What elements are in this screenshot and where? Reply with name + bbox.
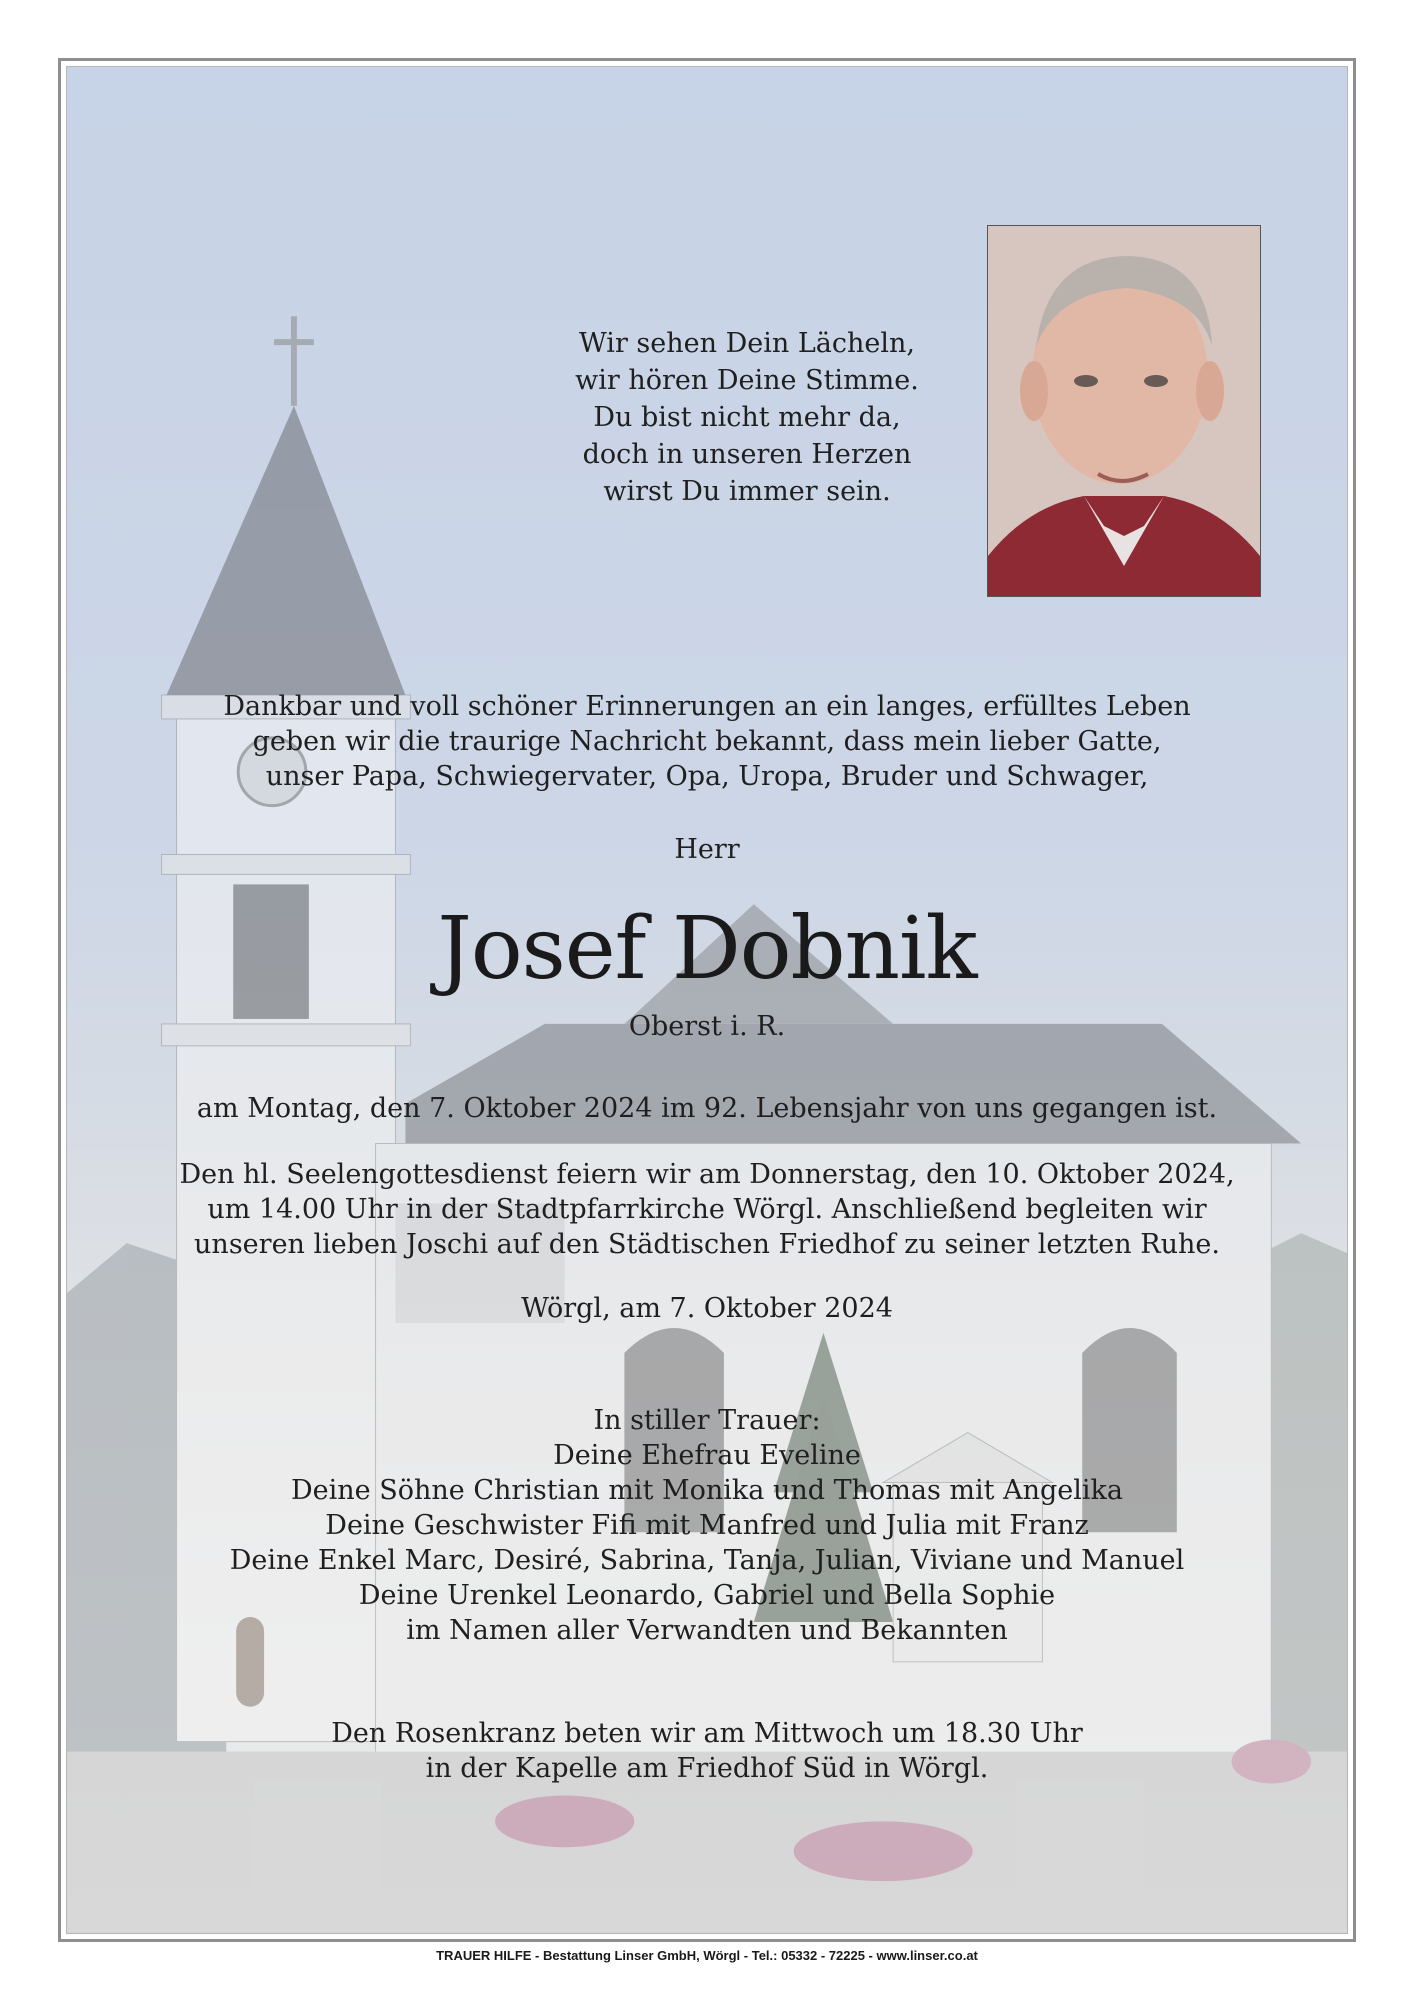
- service-line: Den hl. Seelengottesdienst feiern wir am Donnerstag, den 10. Oktober 2024,: [179, 1159, 1235, 1190]
- mourner-line: Deine Ehefrau Eveline: [553, 1440, 861, 1471]
- poem-line: wir hören Deine Stimme.: [575, 365, 919, 396]
- service-line: unseren lieben Joschi auf den Städtischen Friedhof zu seiner letzten Ruhe.: [194, 1229, 1220, 1260]
- deceased-name: Josef Dobnik: [437, 899, 977, 999]
- announcement-intro: [67, 689, 1347, 794]
- mourner-line: im Namen aller Verwandten und Bekannten: [406, 1615, 1008, 1646]
- poem-line: Du bist nicht mehr da,: [593, 402, 901, 433]
- deceased-title: Oberst i. R.: [628, 1011, 786, 1042]
- intro-line: Dankbar und voll schöner Erinnerungen an ein langes, erfülltes Leben: [223, 691, 1191, 722]
- intro-line: geben wir die traurige Nachricht bekannt, dass mein lieber Gatte,: [252, 726, 1162, 757]
- mourner-line: Deine Urenkel Leonardo, Gabriel und Bella Sophie: [358, 1580, 1056, 1611]
- background-panel: [66, 66, 1348, 1934]
- mourners-list: [67, 1403, 1347, 1648]
- poem-line: wirst Du immer sein.: [603, 476, 891, 507]
- mourner-line: Deine Geschwister Fifi mit Manfred und Julia mit Franz: [325, 1510, 1089, 1541]
- mourners-heading: In stiller Trauer:: [593, 1405, 821, 1436]
- mourner-line: Deine Enkel Marc, Desiré, Sabrina, Tanja, Julian, Viviane und Manuel: [229, 1545, 1185, 1576]
- page-frame: [58, 58, 1356, 1942]
- death-date-line: am Montag, den 7. Oktober 2024 im 92. Lebensjahr von uns gegangen ist.: [196, 1093, 1218, 1124]
- footer-funeral-home: TRAUER HILFE - Bestattung Linser GmbH, Wörgl - Tel.: 05332 - 72225 - www.linser.co.at: [436, 1948, 978, 1963]
- salutation: Herr: [674, 834, 740, 865]
- poem-line: Wir sehen Dein Lächeln,: [579, 328, 915, 359]
- poem-line: doch in unseren Herzen: [582, 439, 912, 470]
- rosary-line: Den Rosenkranz beten wir am Mittwoch um 18.30 Uhr: [331, 1718, 1083, 1749]
- service-line: um 14.00 Uhr in der Stadtpfarrkirche Wörgl. Anschließend begleiten wir: [207, 1194, 1207, 1225]
- place-and-date: Wörgl, am 7. Oktober 2024: [521, 1293, 893, 1324]
- rosary-notice: [67, 1716, 1347, 1786]
- portrait-photo: [987, 225, 1261, 597]
- intro-line: unser Papa, Schwiegervater, Opa, Uropa, Bruder und Schwager,: [265, 761, 1149, 792]
- mourner-line: Deine Söhne Christian mit Monika und Thomas mit Angelika: [291, 1475, 1123, 1506]
- funeral-service-text: [67, 1157, 1347, 1262]
- rosary-line: in der Kapelle am Friedhof Süd in Wörgl.: [425, 1753, 989, 1784]
- memorial-poem: [487, 325, 1007, 510]
